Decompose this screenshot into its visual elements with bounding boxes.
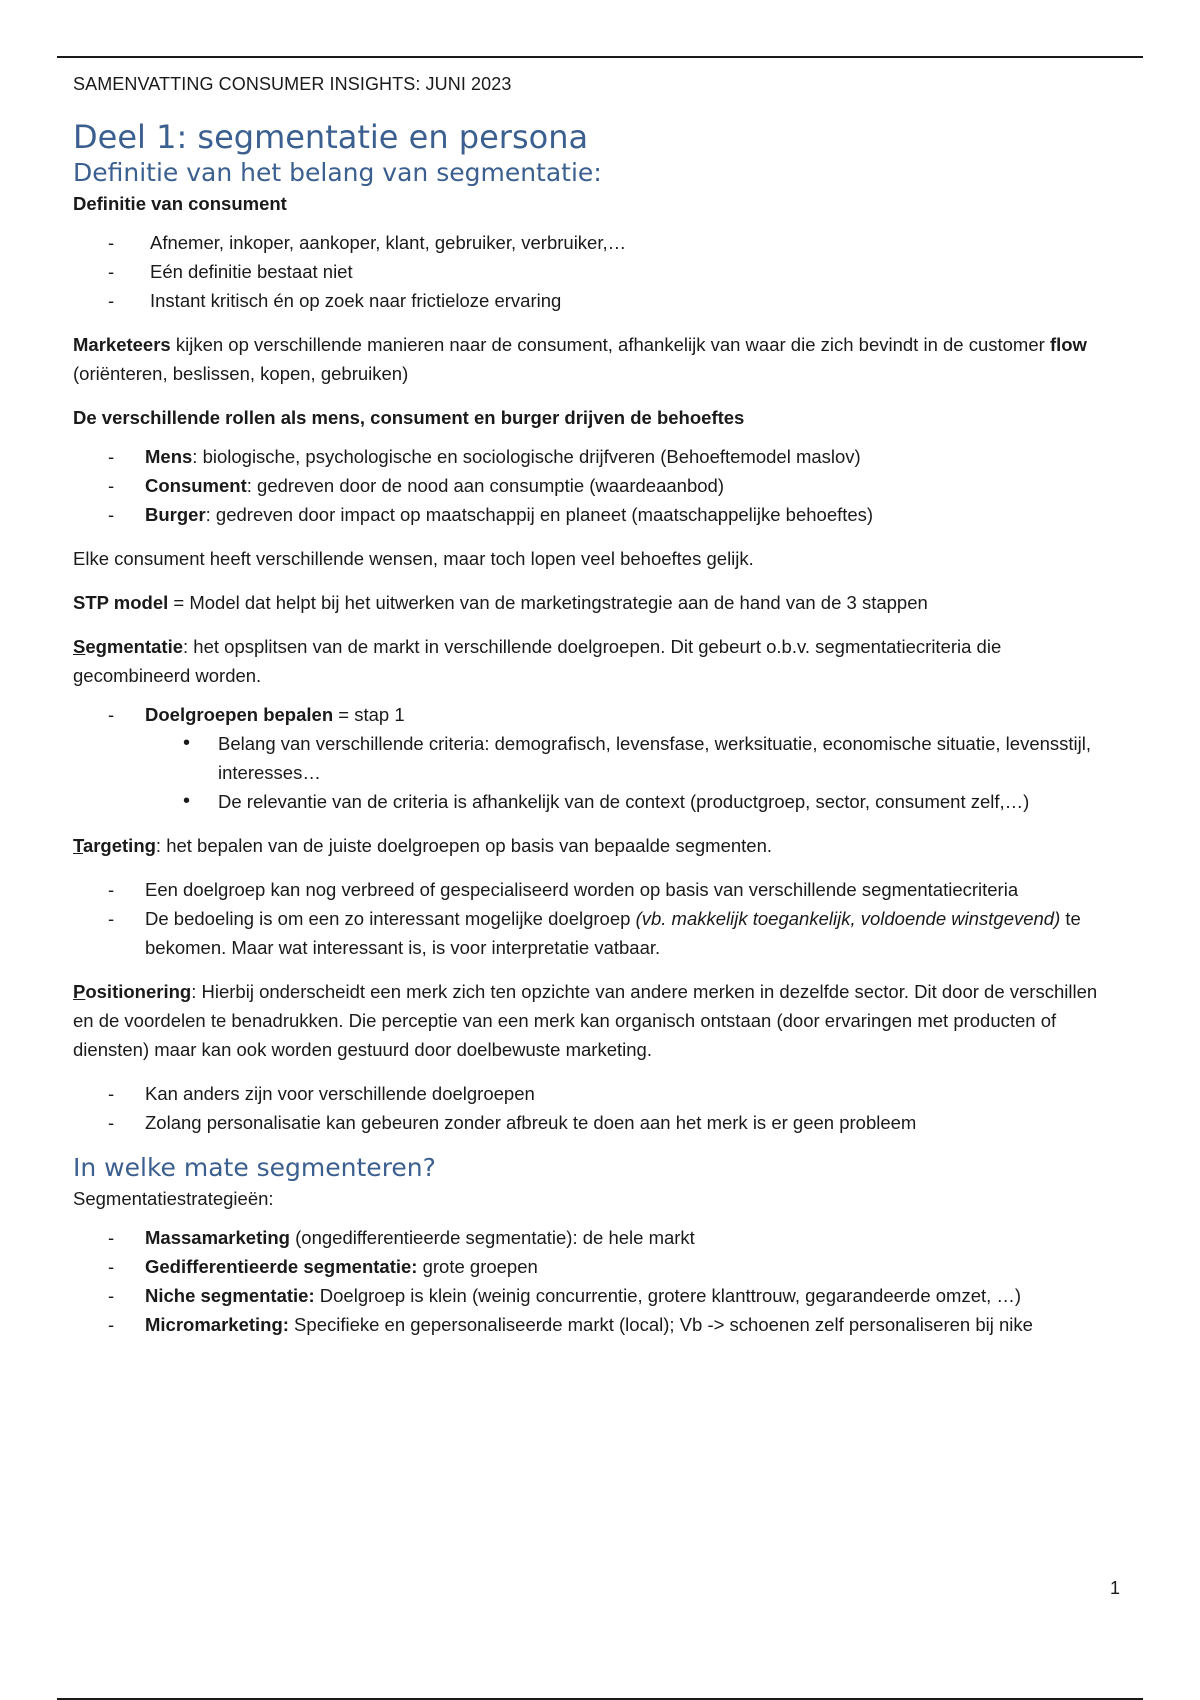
list-item: - Consument: gedreven door de nood aan consumptie (waardeaanbod) [73, 471, 1113, 500]
list-item: - Mens: biologische, psychologische en sociologische drijfveren (Behoeftemodel maslov) [73, 442, 1113, 471]
list-item: - Kan anders zijn voor verschillende doelgroepen [73, 1079, 1113, 1108]
strategieen-intro: Segmentatiestrategieën: [73, 1188, 274, 1209]
targeting-paragraph: Targeting: het bepalen van de juiste doelgroepen op basis van bepaalde segmenten. [73, 835, 773, 856]
section-heading-segmentatie: Definitie van het belang van segmentatie: [73, 158, 602, 187]
list-item: - Instant kritisch én op zoek naar frictieloze ervaring [73, 286, 1113, 315]
section-heading-segmenteren: In welke mate segmenteren? [73, 1153, 436, 1182]
header-rule [57, 56, 1143, 58]
list-item: - Niche segmentatie: Doelgroep is klein (weinig concurrentie, grotere klanttrouw, gegarandeerde omzet, …) [73, 1281, 1113, 1310]
page-number: 1 [1110, 1578, 1121, 1598]
segmentatie-sublist [73, 729, 1113, 816]
list-item: - Een doelgroep kan nog verbreed of gespecialiseerd worden op basis van verschillende segmentatiecriteria [73, 875, 1113, 904]
positionering-paragraph: Positionering: Hierbij onderscheidt een merk zich ten opzichte van andere merken in dezelfde sector. Dit door de verschillen en de voordelen te benadrukken. Die perceptie van een merk kan organisch ontstaan (door ervaringen met producten of diensten) maar kan ook worden gestuurd door doelbewuste marketing. [73, 981, 1098, 1060]
list-item: • De relevantie van de criteria is afhankelijk van de context (productgroep, sector, consument zelf,…) [73, 787, 1113, 816]
page-content [73, 74, 1113, 1354]
segmentatie-paragraph: Segmentatie: het opsplitsen van de markt in verschillende doelgroepen. Dit gebeurt o.b.v. segmentatiecriteria die gecombineerd worden. [73, 636, 1002, 686]
list-item: - De bedoeling is om een zo interessant mogelijke doelgroep (vb. makkelijk toegankelijk, voldoende winstgevend) te bekomen. Maar wat interessant is, is voor interpretatie vatbaar. [73, 904, 1113, 962]
stp-paragraph: STP model = Model dat helpt bij het uitwerken van de marketingstrategie aan de hand van de 3 stappen [73, 592, 928, 613]
list-item: - Afnemer, inkoper, aankoper, klant, gebruiker, verbruiker,… [73, 228, 1113, 257]
strategieen-list [73, 1223, 1113, 1339]
marketeers-paragraph: Marketeers kijken op verschillende manieren naar de consument, afhankelijk van waar die zich bevindt in de customer flow (oriënteren, beslissen, kopen, gebruiken) [73, 334, 1087, 384]
def-consument-heading: Definitie van consument [73, 193, 287, 214]
list-item: - Burger: gedreven door impact op maatschappij en planeet (maatschappelijke behoeftes) [73, 500, 1113, 529]
running-head: SAMENVATTING CONSUMER INSIGHTS: JUNI 2023 [73, 74, 512, 94]
list-item: - Zolang personalisatie kan gebeuren zonder afbreuk te doen aan het merk is er geen probleem [73, 1108, 1113, 1137]
rollen-heading: De verschillende rollen als mens, consument en burger drijven de behoeftes [73, 407, 745, 428]
rollen-list [73, 442, 1113, 529]
list-item: - Massamarketing (ongedifferentieerde segmentatie): de hele markt [73, 1223, 1113, 1252]
elke-consument-paragraph: Elke consument heeft verschillende wensen, maar toch lopen veel behoeftes gelijk. [73, 548, 754, 569]
page-title: Deel 1: segmentatie en persona [73, 118, 589, 156]
list-item: - Micromarketing: Specifieke en gepersonaliseerde markt (local); Vb -> schoenen zelf personaliseren bij nike [73, 1310, 1113, 1339]
targeting-list [73, 875, 1113, 962]
list-item: - Doelgroepen bepalen = stap 1 [73, 700, 1113, 729]
list-item: - Eén definitie bestaat niet [73, 257, 1113, 286]
list-item: - Gedifferentieerde segmentatie: grote groepen [73, 1252, 1113, 1281]
segmentatie-list [73, 700, 1113, 729]
list-item: • Belang van verschillende criteria: demografisch, levensfase, werksituatie, economische situatie, levensstijl, interesses… [73, 729, 1113, 787]
def-consument-list [73, 228, 1113, 315]
positionering-list [73, 1079, 1113, 1137]
